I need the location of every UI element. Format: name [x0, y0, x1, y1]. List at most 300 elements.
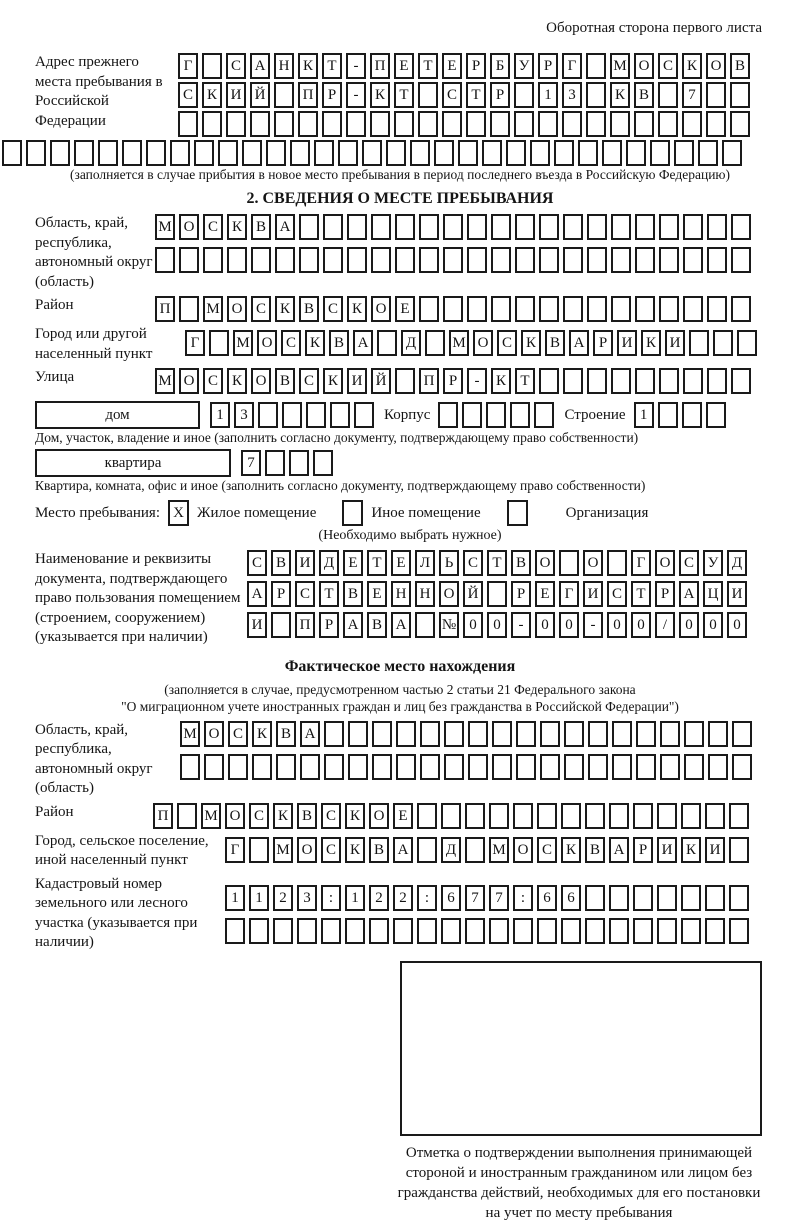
char-box[interactable]	[539, 247, 559, 273]
char-box[interactable]: И	[727, 581, 747, 607]
char-box[interactable]	[249, 918, 269, 944]
char-box[interactable]	[347, 247, 367, 273]
char-box[interactable]	[177, 803, 197, 829]
char-box[interactable]: 7	[682, 82, 702, 108]
char-box[interactable]: Й	[250, 82, 270, 108]
char-box[interactable]: О	[371, 296, 391, 322]
char-box[interactable]	[729, 803, 749, 829]
char-box[interactable]	[730, 82, 750, 108]
char-box[interactable]	[563, 214, 583, 240]
char-box[interactable]	[443, 247, 463, 273]
char-box[interactable]	[689, 330, 709, 356]
char-box[interactable]	[707, 214, 727, 240]
char-box[interactable]	[179, 296, 199, 322]
char-box[interactable]: С	[281, 330, 301, 356]
char-box[interactable]: -	[346, 82, 366, 108]
char-box[interactable]: И	[226, 82, 246, 108]
char-box[interactable]: Р	[511, 581, 531, 607]
char-box[interactable]: Е	[395, 296, 415, 322]
char-box[interactable]: 0	[487, 612, 507, 638]
char-box[interactable]	[218, 140, 238, 166]
char-box[interactable]: О	[179, 368, 199, 394]
char-box[interactable]: Г	[225, 837, 245, 863]
char-box[interactable]	[683, 296, 703, 322]
char-box[interactable]	[425, 330, 445, 356]
char-box[interactable]	[251, 247, 271, 273]
char-box[interactable]: К	[305, 330, 325, 356]
char-box[interactable]	[299, 214, 319, 240]
char-box[interactable]	[394, 111, 414, 137]
char-box[interactable]: Т	[394, 82, 414, 108]
char-box[interactable]	[297, 918, 317, 944]
char-box[interactable]: П	[155, 296, 175, 322]
char-box[interactable]	[50, 140, 70, 166]
char-box[interactable]	[282, 402, 302, 428]
char-box[interactable]	[611, 368, 631, 394]
char-box[interactable]	[313, 450, 333, 476]
char-box[interactable]: Р	[490, 82, 510, 108]
char-box[interactable]: 6	[561, 885, 581, 911]
char-box[interactable]	[538, 111, 558, 137]
char-box[interactable]	[722, 140, 742, 166]
char-box[interactable]	[706, 82, 726, 108]
char-box[interactable]	[635, 296, 655, 322]
char-box[interactable]	[354, 402, 374, 428]
char-box[interactable]	[467, 296, 487, 322]
char-box[interactable]	[324, 721, 344, 747]
char-box[interactable]: О	[179, 214, 199, 240]
char-box[interactable]	[465, 803, 485, 829]
char-box[interactable]	[372, 754, 392, 780]
char-box[interactable]: В	[271, 550, 291, 576]
char-box[interactable]: Е	[442, 53, 462, 79]
char-box[interactable]	[323, 247, 343, 273]
char-box[interactable]: М	[489, 837, 509, 863]
char-box[interactable]	[635, 368, 655, 394]
char-box[interactable]	[513, 918, 533, 944]
char-box[interactable]: :	[321, 885, 341, 911]
char-box[interactable]	[650, 140, 670, 166]
char-box[interactable]	[585, 918, 605, 944]
char-box[interactable]: В	[299, 296, 319, 322]
char-box[interactable]: 7	[489, 885, 509, 911]
char-box[interactable]	[563, 296, 583, 322]
char-box[interactable]: О	[225, 803, 245, 829]
char-box[interactable]	[487, 581, 507, 607]
char-box[interactable]	[683, 368, 703, 394]
char-box[interactable]: А	[250, 53, 270, 79]
char-box[interactable]	[636, 721, 656, 747]
char-box[interactable]: И	[705, 837, 725, 863]
char-box[interactable]	[705, 918, 725, 944]
char-box[interactable]: Т	[515, 368, 535, 394]
char-box[interactable]: С	[203, 368, 223, 394]
char-box[interactable]: -	[346, 53, 366, 79]
char-box[interactable]	[258, 402, 278, 428]
char-box[interactable]	[516, 754, 536, 780]
char-box[interactable]: В	[369, 837, 389, 863]
char-box[interactable]	[468, 721, 488, 747]
char-box[interactable]: С	[537, 837, 557, 863]
char-box[interactable]	[585, 803, 605, 829]
char-box[interactable]	[273, 918, 293, 944]
char-box[interactable]	[266, 140, 286, 166]
char-box[interactable]	[659, 296, 679, 322]
char-box[interactable]	[729, 918, 749, 944]
char-box[interactable]: В	[343, 581, 363, 607]
char-box[interactable]: О	[297, 837, 317, 863]
char-box[interactable]: 0	[727, 612, 747, 638]
char-box[interactable]: М	[201, 803, 221, 829]
char-box[interactable]	[290, 140, 310, 166]
char-box[interactable]: Т	[322, 53, 342, 79]
char-box[interactable]	[202, 53, 222, 79]
char-box[interactable]: 2	[393, 885, 413, 911]
char-box[interactable]	[516, 721, 536, 747]
char-box[interactable]	[588, 754, 608, 780]
stay-option-organization-checkbox[interactable]	[507, 500, 528, 526]
char-box[interactable]	[515, 214, 535, 240]
char-box[interactable]: 0	[631, 612, 651, 638]
char-box[interactable]: С	[321, 837, 341, 863]
char-box[interactable]: Р	[593, 330, 613, 356]
char-box[interactable]: И	[295, 550, 315, 576]
char-box[interactable]	[611, 247, 631, 273]
char-box[interactable]: А	[393, 837, 413, 863]
char-box[interactable]: К	[491, 368, 511, 394]
char-box[interactable]	[706, 402, 726, 428]
char-box[interactable]: 0	[535, 612, 555, 638]
char-box[interactable]	[658, 82, 678, 108]
char-box[interactable]	[681, 803, 701, 829]
char-box[interactable]: 1	[210, 402, 230, 428]
char-box[interactable]	[659, 247, 679, 273]
char-box[interactable]	[443, 296, 463, 322]
char-box[interactable]	[539, 296, 559, 322]
char-box[interactable]: А	[391, 612, 411, 638]
char-box[interactable]: Р	[466, 53, 486, 79]
char-box[interactable]	[465, 837, 485, 863]
char-box[interactable]: Н	[415, 581, 435, 607]
char-box[interactable]	[706, 111, 726, 137]
char-box[interactable]	[179, 247, 199, 273]
char-box[interactable]: 3	[562, 82, 582, 108]
char-box[interactable]	[658, 402, 678, 428]
char-box[interactable]	[330, 402, 350, 428]
char-box[interactable]	[707, 247, 727, 273]
char-box[interactable]: С	[321, 803, 341, 829]
char-box[interactable]: Е	[535, 581, 555, 607]
char-box[interactable]	[194, 140, 214, 166]
char-box[interactable]: Т	[631, 581, 651, 607]
char-box[interactable]	[276, 754, 296, 780]
char-box[interactable]	[345, 918, 365, 944]
char-box[interactable]: 7	[465, 885, 485, 911]
char-box[interactable]: 1	[225, 885, 245, 911]
char-box[interactable]	[729, 885, 749, 911]
char-box[interactable]	[419, 214, 439, 240]
char-box[interactable]	[681, 885, 701, 911]
char-box[interactable]	[657, 803, 677, 829]
char-box[interactable]	[562, 111, 582, 137]
char-box[interactable]	[420, 721, 440, 747]
char-box[interactable]	[348, 754, 368, 780]
char-box[interactable]	[684, 721, 704, 747]
char-box[interactable]: С	[247, 550, 267, 576]
char-box[interactable]	[443, 214, 463, 240]
char-box[interactable]	[417, 837, 437, 863]
char-box[interactable]	[731, 247, 751, 273]
char-box[interactable]: Й	[371, 368, 391, 394]
char-box[interactable]	[490, 111, 510, 137]
char-box[interactable]: Г	[559, 581, 579, 607]
char-box[interactable]: М	[610, 53, 630, 79]
char-box[interactable]	[602, 140, 622, 166]
char-box[interactable]: М	[180, 721, 200, 747]
char-box[interactable]: К	[521, 330, 541, 356]
char-box[interactable]: 3	[297, 885, 317, 911]
char-box[interactable]: В	[275, 368, 295, 394]
char-box[interactable]: Т	[367, 550, 387, 576]
char-box[interactable]	[705, 885, 725, 911]
char-box[interactable]: О	[227, 296, 247, 322]
char-box[interactable]	[274, 111, 294, 137]
char-box[interactable]: С	[226, 53, 246, 79]
char-box[interactable]	[170, 140, 190, 166]
char-box[interactable]	[155, 247, 175, 273]
char-box[interactable]: М	[273, 837, 293, 863]
char-box[interactable]	[634, 111, 654, 137]
char-box[interactable]	[731, 214, 751, 240]
char-box[interactable]: 6	[441, 885, 461, 911]
char-box[interactable]: К	[682, 53, 702, 79]
char-box[interactable]: В	[585, 837, 605, 863]
char-box[interactable]: К	[273, 803, 293, 829]
char-box[interactable]	[417, 918, 437, 944]
char-box[interactable]	[467, 247, 487, 273]
char-box[interactable]	[444, 721, 464, 747]
char-box[interactable]: К	[275, 296, 295, 322]
char-box[interactable]	[314, 140, 334, 166]
char-box[interactable]: В	[511, 550, 531, 576]
char-box[interactable]	[682, 111, 702, 137]
char-box[interactable]: Е	[391, 550, 411, 576]
stay-option-other-checkbox[interactable]	[342, 500, 363, 526]
char-box[interactable]	[419, 247, 439, 273]
char-box[interactable]: С	[295, 581, 315, 607]
house-type-box[interactable]: дом	[35, 401, 200, 429]
char-box[interactable]	[633, 885, 653, 911]
char-box[interactable]: М	[155, 368, 175, 394]
char-box[interactable]: О	[204, 721, 224, 747]
char-box[interactable]: Т	[319, 581, 339, 607]
char-box[interactable]	[204, 754, 224, 780]
char-box[interactable]	[506, 140, 526, 166]
char-box[interactable]	[682, 402, 702, 428]
char-box[interactable]: Р	[633, 837, 653, 863]
char-box[interactable]: -	[511, 612, 531, 638]
char-box[interactable]: Д	[441, 837, 461, 863]
char-box[interactable]: С	[679, 550, 699, 576]
char-box[interactable]	[707, 368, 727, 394]
char-box[interactable]	[466, 111, 486, 137]
char-box[interactable]	[441, 803, 461, 829]
char-box[interactable]: В	[634, 82, 654, 108]
char-box[interactable]	[513, 803, 533, 829]
char-box[interactable]	[482, 140, 502, 166]
char-box[interactable]	[486, 402, 506, 428]
char-box[interactable]	[611, 214, 631, 240]
char-box[interactable]	[462, 402, 482, 428]
char-box[interactable]: Н	[274, 53, 294, 79]
char-box[interactable]	[420, 754, 440, 780]
char-box[interactable]	[559, 550, 579, 576]
char-box[interactable]: Г	[185, 330, 205, 356]
char-box[interactable]	[657, 918, 677, 944]
char-box[interactable]: 0	[703, 612, 723, 638]
char-box[interactable]: О	[257, 330, 277, 356]
char-box[interactable]	[274, 82, 294, 108]
char-box[interactable]	[410, 140, 430, 166]
char-box[interactable]: 6	[537, 885, 557, 911]
char-box[interactable]: П	[419, 368, 439, 394]
char-box[interactable]: У	[703, 550, 723, 576]
char-box[interactable]: Е	[394, 53, 414, 79]
char-box[interactable]	[289, 450, 309, 476]
char-box[interactable]	[299, 247, 319, 273]
char-box[interactable]	[537, 918, 557, 944]
char-box[interactable]: О	[655, 550, 675, 576]
char-box[interactable]	[514, 111, 534, 137]
char-box[interactable]	[563, 247, 583, 273]
char-box[interactable]: К	[227, 368, 247, 394]
char-box[interactable]: -	[467, 368, 487, 394]
char-box[interactable]: А	[275, 214, 295, 240]
char-box[interactable]	[396, 721, 416, 747]
char-box[interactable]	[467, 214, 487, 240]
char-box[interactable]	[587, 214, 607, 240]
char-box[interactable]	[395, 247, 415, 273]
char-box[interactable]: 3	[234, 402, 254, 428]
char-box[interactable]: С	[203, 214, 223, 240]
char-box[interactable]	[180, 754, 200, 780]
char-box[interactable]	[607, 550, 627, 576]
char-box[interactable]	[609, 885, 629, 911]
char-box[interactable]	[458, 140, 478, 166]
char-box[interactable]	[438, 402, 458, 428]
char-box[interactable]: О	[369, 803, 389, 829]
char-box[interactable]	[587, 247, 607, 273]
char-box[interactable]: А	[353, 330, 373, 356]
char-box[interactable]: С	[228, 721, 248, 747]
char-box[interactable]	[491, 214, 511, 240]
char-box[interactable]: И	[347, 368, 367, 394]
char-box[interactable]	[681, 918, 701, 944]
char-box[interactable]	[578, 140, 598, 166]
char-box[interactable]	[610, 111, 630, 137]
char-box[interactable]	[539, 214, 559, 240]
char-box[interactable]	[564, 721, 584, 747]
char-box[interactable]: А	[300, 721, 320, 747]
char-box[interactable]: П	[298, 82, 318, 108]
char-box[interactable]: -	[583, 612, 603, 638]
char-box[interactable]	[393, 918, 413, 944]
char-box[interactable]	[74, 140, 94, 166]
char-box[interactable]	[98, 140, 118, 166]
char-box[interactable]	[609, 803, 629, 829]
char-box[interactable]: 1	[345, 885, 365, 911]
char-box[interactable]: С	[497, 330, 517, 356]
char-box[interactable]	[395, 214, 415, 240]
char-box[interactable]	[612, 754, 632, 780]
char-box[interactable]	[563, 368, 583, 394]
char-box[interactable]	[731, 296, 751, 322]
char-box[interactable]	[386, 140, 406, 166]
char-box[interactable]: С	[607, 581, 627, 607]
char-box[interactable]	[347, 214, 367, 240]
char-box[interactable]: Е	[343, 550, 363, 576]
char-box[interactable]: А	[569, 330, 589, 356]
char-box[interactable]: П	[153, 803, 173, 829]
char-box[interactable]	[371, 214, 391, 240]
char-box[interactable]: В	[730, 53, 750, 79]
char-box[interactable]	[713, 330, 733, 356]
char-box[interactable]	[492, 721, 512, 747]
char-box[interactable]	[683, 214, 703, 240]
char-box[interactable]: О	[583, 550, 603, 576]
char-box[interactable]	[585, 885, 605, 911]
char-box[interactable]: О	[439, 581, 459, 607]
char-box[interactable]: 0	[607, 612, 627, 638]
char-box[interactable]: О	[706, 53, 726, 79]
char-box[interactable]	[362, 140, 382, 166]
char-box[interactable]: М	[203, 296, 223, 322]
char-box[interactable]	[468, 754, 488, 780]
char-box[interactable]: 2	[369, 885, 389, 911]
char-box[interactable]	[540, 754, 560, 780]
char-box[interactable]: В	[545, 330, 565, 356]
char-box[interactable]	[729, 837, 749, 863]
char-box[interactable]: Л	[415, 550, 435, 576]
char-box[interactable]: П	[370, 53, 390, 79]
char-box[interactable]: Р	[443, 368, 463, 394]
char-box[interactable]	[265, 450, 285, 476]
char-box[interactable]	[203, 247, 223, 273]
char-box[interactable]: И	[583, 581, 603, 607]
char-box[interactable]: М	[155, 214, 175, 240]
char-box[interactable]	[2, 140, 22, 166]
char-box[interactable]: К	[561, 837, 581, 863]
char-box[interactable]	[275, 247, 295, 273]
char-box[interactable]	[178, 111, 198, 137]
char-box[interactable]	[635, 247, 655, 273]
char-box[interactable]	[684, 754, 704, 780]
char-box[interactable]	[346, 111, 366, 137]
char-box[interactable]	[674, 140, 694, 166]
char-box[interactable]: К	[252, 721, 272, 747]
char-box[interactable]	[415, 612, 435, 638]
char-box[interactable]	[489, 803, 509, 829]
char-box[interactable]: К	[345, 837, 365, 863]
char-box[interactable]: С	[463, 550, 483, 576]
char-box[interactable]: К	[298, 53, 318, 79]
char-box[interactable]: 0	[559, 612, 579, 638]
char-box[interactable]: Й	[463, 581, 483, 607]
char-box[interactable]: С	[178, 82, 198, 108]
char-box[interactable]	[489, 918, 509, 944]
char-box[interactable]: К	[323, 368, 343, 394]
char-box[interactable]: С	[251, 296, 271, 322]
